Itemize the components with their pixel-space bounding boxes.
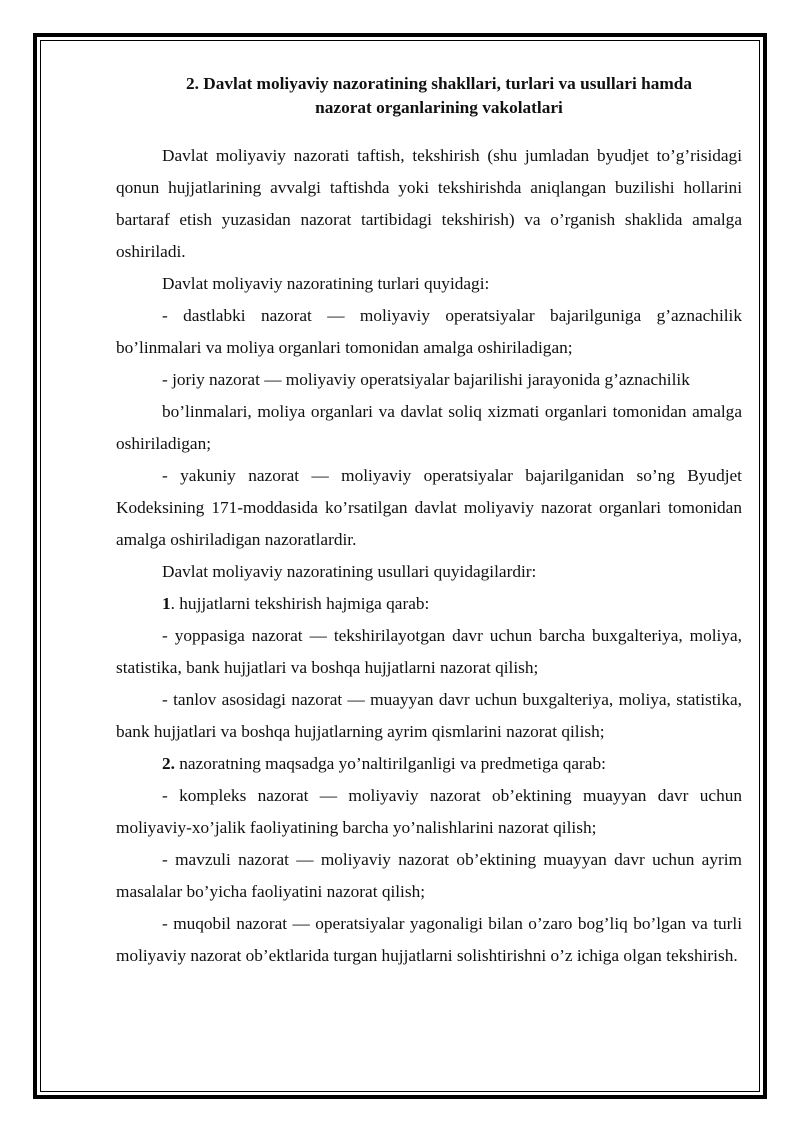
paragraph-sample-control: - tanlov asosidagi nazorat — muayyan davr uchun buxgalteriya, moliya, statistika, bank hujjatlari va boshqa hujjatlarning ayrim qismlarini nazorat qilish; [116, 690, 742, 741]
paragraph-complex-control: - kompleks nazorat — moliyaviy nazorat ob’ektining muayyan davr uchun moliyaviy-xo’jalik faoliyatining barcha yo’nalishlarini nazorat qilish; [116, 786, 742, 837]
section-title [116, 72, 742, 120]
paragraph-current-control-cont: bo’linmalari, moliya organlari va davlat soliq xizmati organlari tomonidan amalga oshiriladigan; [116, 402, 742, 453]
paragraph-method-2 [116, 748, 742, 780]
paragraph-current-control: - joriy nazorat — moliyaviy operatsiyalar bajarilishi jarayonida g’aznachilik [162, 370, 690, 389]
paragraph-cross-control: - muqobil nazorat — operatsiyalar yagonaligi bilan o’zaro bog’liq bo’lgan va turli moliyaviy nazorat ob’ektlarida turgan hujjatlarni solishtirishni o’z ichiga olgan tekshirish. [116, 914, 742, 965]
paragraph-continuous-control: - yoppasiga nazorat — tekshirilayotgan davr uchun barcha buxgalteriya, moliya, statistika, bank hujjatlari va boshqa hujjatlarni nazorat qilish; [116, 626, 742, 677]
paragraph-methods-intro: Davlat moliyaviy nazoratining usullari quyidagilardir: [162, 562, 537, 581]
method-1-text: . hujjatlarni tekshirish hajmiga qarab: [170, 594, 430, 613]
section-title-line-1: 2. Davlat moliyaviy nazoratining shakllari, turlari va usullari hamda [186, 74, 692, 93]
method-2-number: 2. [162, 754, 175, 773]
paragraph-types-intro: Davlat moliyaviy nazoratining turlari quyidagi: [162, 274, 490, 293]
paragraph-forms: Davlat moliyaviy nazorati taftish, tekshirish (shu jumladan byudjet to’g’risidagi qonun hujjatlarining avvalgi taftishda yoki tekshirishda aniqlangan buzilishi hollarini bartaraf etish yuzasidan nazorat tartibidagi tekshirish) va o’rganish shaklida amalga oshiriladi. [116, 146, 742, 261]
method-1-number: 1 [162, 594, 171, 613]
paragraph-method-1 [116, 588, 742, 620]
paragraph-thematic-control: - mavzuli nazorat — moliyaviy nazorat ob’ektining muayyan davr uchun ayrim masalalar bo’yicha faoliyatini nazorat qilish; [116, 850, 742, 901]
paragraph-preliminary-control: - dastlabki nazorat — moliyaviy operatsiyalar bajarilguniga g’aznachilik bo’linmalari va moliya organlari tomonidan amalga oshiriladigan; [116, 306, 742, 357]
section-title-line-2: nazorat organlarining vakolatlari [315, 98, 563, 117]
paragraph-final-control: - yakuniy nazorat — moliyaviy operatsiyalar bajarilganidan so’ng Byudjet Kodeksining 171-moddasida ko’rsatilgan davlat moliyaviy nazorat organlari tomonidan amalga oshiriladigan nazoratlardir. [116, 466, 742, 549]
document-body [116, 72, 742, 972]
method-2-text: nazoratning maqsadga yo’naltirilganligi va predmetiga qarab: [174, 754, 606, 773]
